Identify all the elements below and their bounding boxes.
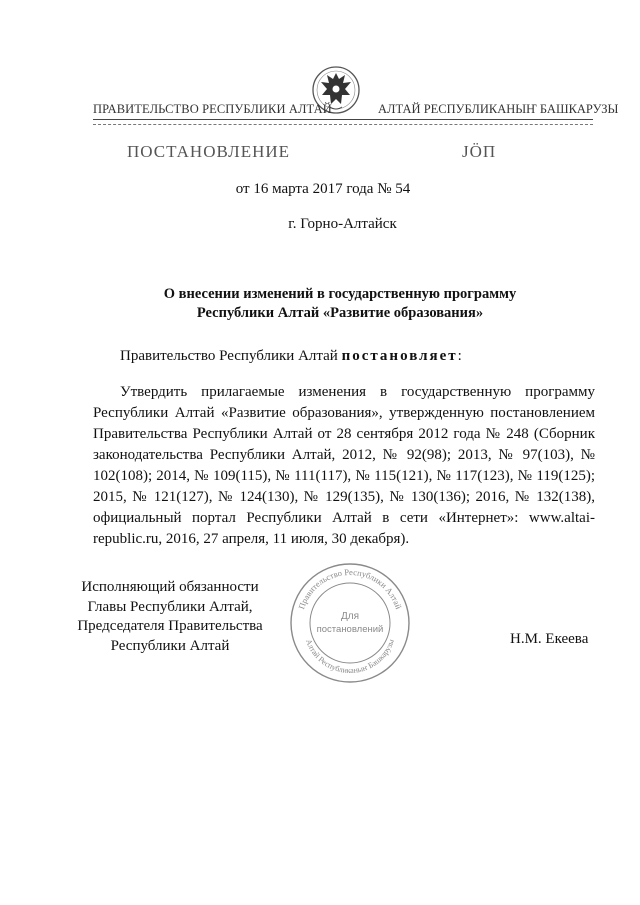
resolution-body: Утвердить прилагаемые изменения в государственную программу Республики Алтай «Развитие образования», утвержденную постановлением Правительства Республики Алтай от 28 сентября 2012 года № 248 (Сборник законодательства Республики Алтай, 2012, № 92(98); 2013, № 97(103), № 102(108); 2014, № 109(115), № 111(117), № 115(121), № 117(123), № 119(125); 2015, № 121(127), № 124(130), № 129(135), № 130(136); 2016, № 132(138), официальный портал Республики Алтай в сети «Интернет»: www.altai-republic.ru, 2016, 27 апреля, 11 июля, 30 декабря). xyxy=(93,384,595,547)
document-date-number: от 16 марта 2017 года № 54 xyxy=(235,181,411,197)
document-type-altai: ЈӦП xyxy=(462,142,497,161)
svg-text:Правительство Республики Алтай xyxy=(296,567,404,611)
header-rule-dashed xyxy=(93,124,593,125)
preamble-emphasis: постановляет xyxy=(341,348,458,364)
document-type: ПОСТАНОВЛЕНИЕ xyxy=(127,142,291,161)
signatory-name: Н.М. Екеева xyxy=(510,631,589,647)
document-city: г. Горно-Алтайск xyxy=(288,216,397,232)
government-name-altai: АЛТАЙ РЕСПУБЛИКАНЫҤ БАШКАРУЗЫ xyxy=(378,102,619,116)
official-seal xyxy=(288,561,412,685)
signatory-position-line: Главы Республики Алтай, xyxy=(87,598,253,615)
seal-ring-bottom: Алтай Республиканыҥ Башкарузы xyxy=(304,637,396,676)
signatory-position-line: Председателя Правительства xyxy=(77,618,263,634)
seal-center-line1: Для xyxy=(340,611,360,622)
preamble-suffix: : xyxy=(457,348,462,364)
seal-center-line2: постановлений xyxy=(316,624,384,635)
document-title-line: Республики Алтай «Развитие образования» xyxy=(196,305,484,321)
svg-text:Алтай Республиканыҥ Башкарузы xyxy=(304,637,396,675)
header-rule xyxy=(93,119,593,120)
document-title xyxy=(120,285,560,323)
preamble xyxy=(120,348,462,365)
signatory-position-line: Республики Алтай xyxy=(110,637,230,654)
seal-ring-top: Правительство Республики Алтай xyxy=(296,566,404,611)
signatory-position-line: Исполняющий обязанности xyxy=(81,579,259,595)
preamble-prefix: Правительство Республики Алтай xyxy=(120,348,342,364)
government-name-russian: ПРАВИТЕЛЬСТВО РЕСПУБЛИКИ АЛТАЙ xyxy=(93,102,332,116)
document-title-line: О внесении изменений в государственную программу xyxy=(163,286,517,302)
signatory-position xyxy=(60,578,280,656)
